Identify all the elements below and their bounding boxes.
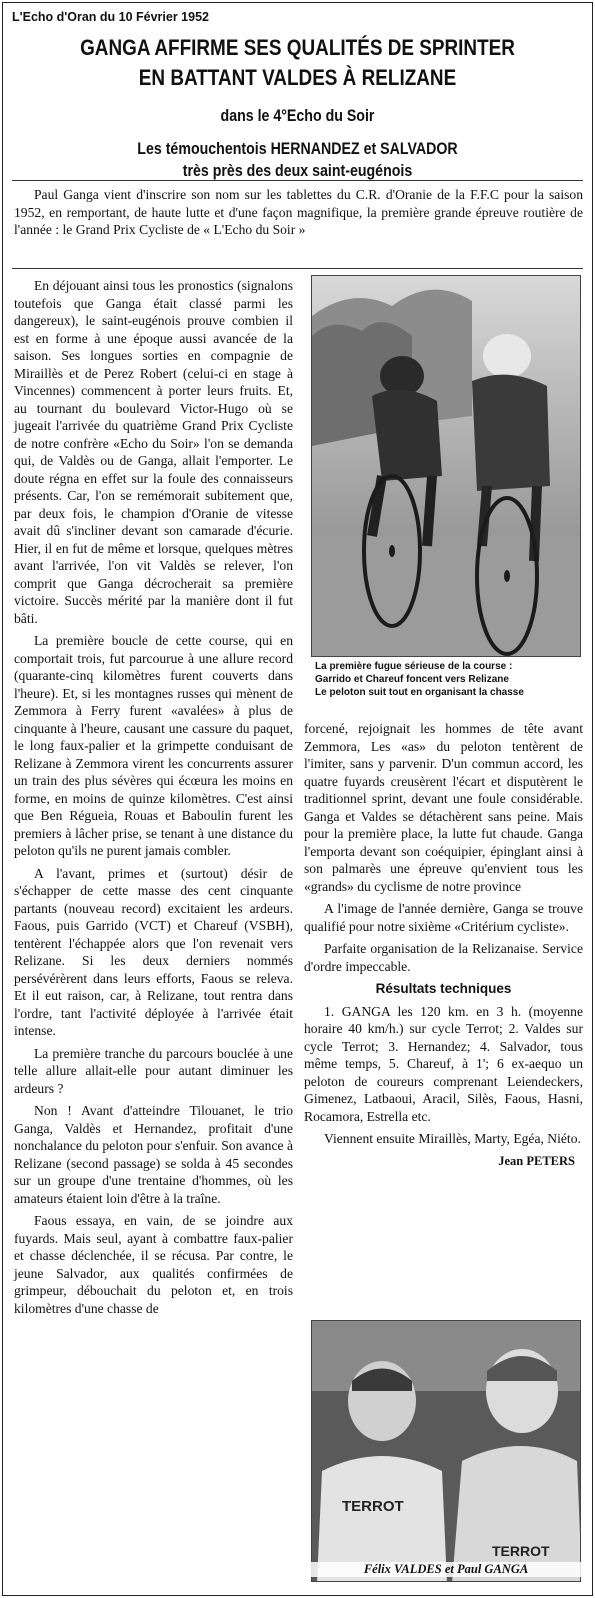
paragraph: Parfaite organisation de la Relizanaise. Service d'ordre impeccable.	[304, 941, 583, 974]
portrait-photo-caption: Félix VALDES et Paul GANGA	[311, 1562, 581, 1577]
paragraph: A l'image de l'année dernière, Ganga se trouve qualifié pour notre sixième «Critérium cycliste».	[304, 901, 583, 934]
paragraph: Faous essaya, en vain, de se joindre aux fuyards. Mais seul, ayant à combattre faux-palier et chasse déclenchée, il se récusa. Par contre, le jeune Salvador, aux qualités confirmées de grimpeur, débouchait du peloton et, en trois kilomètres d'une chasse de	[14, 1213, 293, 1316]
right-column	[304, 720, 583, 1175]
jersey-text: TERROT	[342, 1498, 404, 1515]
portrait-photo	[311, 1320, 581, 1582]
paragraph: La première tranche du parcours bouclée à une telle allure allait-elle pour autant diminuer les ardeurs ?	[14, 1045, 293, 1096]
cyclists-photo-caption	[315, 660, 581, 699]
author-signature: Jean PETERS	[498, 1153, 575, 1168]
intro-paragraph	[14, 186, 583, 239]
paragraph: La première boucle de cette course, qui en comportait trois, fut parcourue à une allure record (quarante-cinq kilomètres furent couverts dans l'heure). Et, si les montagnes russes qui mènent de Zemmora à Ferry furent «avalées» à plus de cinquante à l'heure, causant une cassure du paquet, le long faux-palier et la grimpette conduisant de Relizane à Zemmora virent les concurrents assurer un train des plus sévères qui écœura les moins en forme, en moins de quinze kilomètres. C'est ainsi que Ben Régueia, Rouas et Baboulin furent les premiers à lâcher prise, se tenant à une distance du peloton qu'ils ne purent jamais combler.	[14, 633, 293, 858]
cyclists-photo-image	[312, 276, 581, 657]
cyclists-photo	[311, 275, 581, 657]
paragraph: forcené, rejoignait les hommes de tête avant Zemmora, Les «as» du peloton tentèrent de l'imiter, sans y parvenir. D'un commun accord, les quatre fuyards creusèrent l'écart et disputèrent le traditionnel sprint, devant une foule considérable. Ganga et Valdes se détachèrent sans peine. Mais pour la première place, la lutte fut chaude. Ganga l'emporta devant son coéquipier, épinglant ainsi à son palmarès une épreuve qu'envient tous les «grands» du cyclisme de notre province	[304, 721, 583, 894]
caption-line: La première fugue sérieuse de la course :	[315, 661, 513, 672]
left-column	[14, 277, 293, 1322]
caption-line: Le peloton suit tout en organisant la chasse	[315, 687, 524, 698]
paragraph: Non ! Avant d'atteindre Tilouanet, le trio Ganga, Valdès et Hernandez, profitait d'une nonchalance du peloton pour s'enfuir. Son avance à Relizane (second passage) se solda à 45 secondes sur un groupe d'une trentaine d'hommes, où les amateurs étaient loin d'être à la traîne.	[14, 1103, 293, 1206]
headline-line-1: GANGA AFFIRME SES QUALITÉS DE SPRINTER	[80, 35, 515, 60]
subtitle: dans le 4°Echo du Soir	[220, 107, 375, 125]
results-title: Résultats techniques	[375, 981, 512, 996]
deck	[42, 138, 554, 182]
paragraph: En déjouant ainsi tous les pronostics (signalons toutefois que Ganga était classé parmi les dangereux), le saint-eugénois prouve combien il est en forme à une époque aussi avancée de la saison. Ses longues sorties en compagnie de Miraillès et de Perez Robert (celui-ci en stage à Vincennes) commencent à porter leurs fruits. Et, au tournant du boulevard Victor-Hugo où se jugeait l'arrivée du quatrième Grand Prix Cycliste de notre confrère «Echo du Soir» l'on se demanda qui, de Valdès ou de Ganga, allait l'emporter. Le doute régna en effet sur la foule des connaisseurs présents. Car, l'on se remémorait subitement que, par deux fois, le champion d'Oranie de vitesse avait dû s'incliner devant son camarade d'écurie. Hier, il en fut de même et lorsque, quelques mètres avant l'arrivée, l'on vit Valdès se relever, l'on comprit que Ganga décrocherait sa première victoire. Succès mérité par la manière dont il fut bâti.	[14, 278, 293, 626]
header-rule	[12, 180, 583, 181]
source-line: L'Echo d'Oran du 10 Février 1952	[12, 10, 209, 24]
results-text: Viennent ensuite Miraillès, Marty, Egéa, Niéto.	[324, 1131, 581, 1146]
intro-rule	[12, 268, 583, 269]
headline-line-2: EN BATTANT VALDES À RELIZANE	[138, 65, 457, 90]
caption-line: Garrido et Chareuf foncent vers Relizane	[315, 674, 509, 685]
portrait-photo-image	[312, 1321, 581, 1582]
intro-text: Paul Ganga vient d'inscrire son nom sur les tablettes du C.R. d'Oranie de la F.F.C pour la saison 1952, en remportant, de haute lutte et d'une façon magnifique, la première grande épreuve routière de l'année : le Grand Prix Cycliste de « L'Echo du Soir »	[14, 187, 583, 237]
paragraph: A l'avant, primes et (surtout) désir de s'échapper de cette masse des cent cinquante partants (nouveau record) excitaient les ardeurs. Faous, puis Garrido (VCT) et Chareuf (VSBH), tentèrent l'échappée alors que l'on revenait vers Relizane. Si les deux derniers nommés persévérèrent dans leurs efforts, Faous se releva. Et il eut raison, car, à Relizane, tout rentra dans l'ordre, tant l'activité déployée à l'arrivée était intense.	[14, 865, 293, 1038]
deck-line-2: très près des deux saint-eugénois	[182, 162, 413, 180]
headline	[42, 33, 554, 93]
deck-line-1: Les témouchentois HERNANDEZ et SALVADOR	[137, 140, 458, 158]
results-text: 1. GANGA les 120 km. en 3 h. (moyenne horaire 40 km/h.) sur cycle Terrot; 2. Valdes sur cycle Terrot; 3. Hernandez; 4. Salvador, tous même temps, 5. Chareuf, à 1'; 6 ex-aequo un peloton de coureurs comprenant Leiendeckers, Gimenez, Latbaoui, Aracil, Silès, Faous, Hasni, Rocamora, Estrella etc.	[304, 1003, 583, 1124]
jersey-text: TERROT	[492, 1543, 550, 1559]
